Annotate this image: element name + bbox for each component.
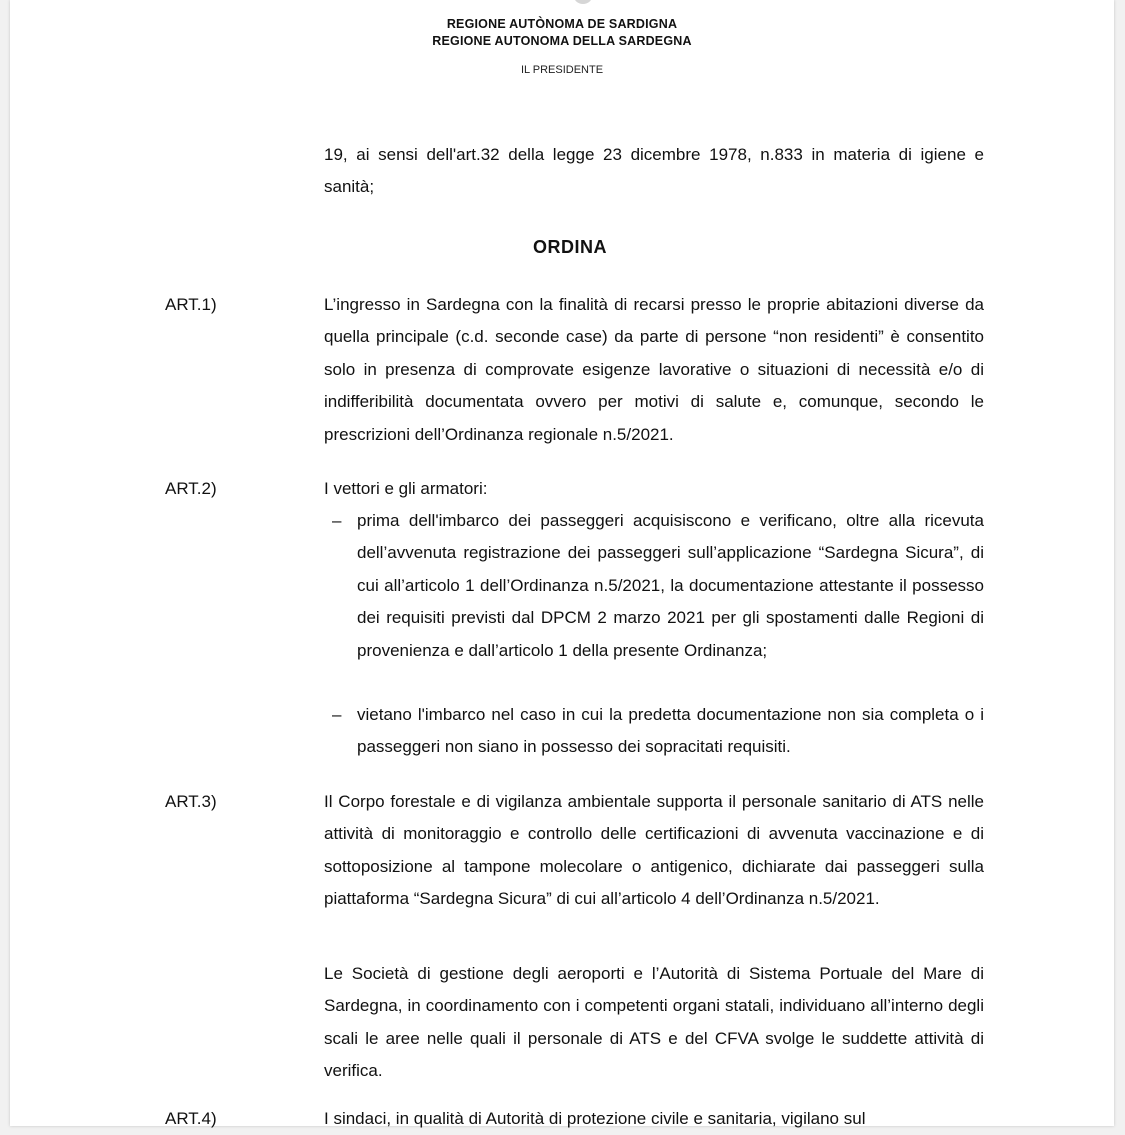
bullet-marker: – xyxy=(332,511,342,530)
header-region-sardinian: REGIONE AUTÒNOMA DE SARDIGNA xyxy=(446,17,678,31)
header-president: IL PRESIDENTE xyxy=(520,64,604,76)
intro-paragraph: 19, ai sensi dell'art.32 della legge 23 dicembre 1978, n.833 in materia di igiene e sanità; xyxy=(324,145,984,197)
bullet-marker: – xyxy=(332,705,342,724)
article-2-bullet-2: vietano l'imbarco nel caso in cui la predetta documentazione non sia completa o i passeggeri non siano in possesso dei sopracitati requisiti. xyxy=(357,705,984,757)
article-1-label: ART.1) xyxy=(165,295,217,314)
article-3-text: Il Corpo forestale e di vigilanza ambientale supporta il personale sanitario di ATS nelle attività di monitoraggio e controllo delle certificazioni di avvenuta vaccinazione e di sottoposizione al tampone molecolare o antigenico, dichiarate dai passeggeri sulla piattaforma “Sardegna Sicura” di cui all’articolo 4 dell’Ordinanza n.5/2021. xyxy=(324,792,984,909)
article-2-label: ART.2) xyxy=(165,479,217,498)
article-3-text-2: Le Società di gestione degli aeroporti e l’Autorità di Sistema Portuale del Mare di Sardegna, in coordinamento con i competenti organi statali, individuano all’interno degli scali le aree nelle quali il personale di ATS e del CFVA svolge le suddette attività di verifica. xyxy=(324,964,984,1081)
document-title: ORDINA xyxy=(533,237,607,257)
article-4-label: ART.4) xyxy=(165,1109,217,1128)
article-4-text: I sindaci, in qualità di Autorità di protezione civile e sanitaria, vigilano sul xyxy=(324,1109,866,1128)
document-page xyxy=(10,0,1114,1126)
article-2-bullet-1: prima dell'imbarco dei passeggeri acquisiscono e verificano, oltre alla ricevuta dell’avvenuta registrazione dei passeggeri sull’applicazione “Sardegna Sicura”, di cui all’articolo 1 dell’Ordinanza n.5/2021, la documentazione attestante il possesso dei requisiti previsti dal DPCM 2 marzo 2021 per gli spostamenti dalle Regioni di provenienza e dall’articolo 1 della presente Ordinanza; xyxy=(357,511,984,660)
regional-emblem-icon xyxy=(573,0,593,4)
header-region-italian: REGIONE AUTONOMA DELLA SARDEGNA xyxy=(432,34,692,48)
article-3-label: ART.3) xyxy=(165,792,217,811)
article-1-text: L’ingresso in Sardegna con la finalità di recarsi presso le proprie abitazioni diverse da quella principale (c.d. seconde case) da parte di persone “non residenti” è consentito solo in presenza di comprovate esigenze lavorative o situazioni di necessità e/o di indifferibilità documentata ovvero per motivi di salute e, comunque, secondo le prescrizioni dell’Ordinanza regionale n.5/2021. xyxy=(324,295,984,444)
article-2-intro: I vettori e gli armatori: xyxy=(324,479,488,498)
